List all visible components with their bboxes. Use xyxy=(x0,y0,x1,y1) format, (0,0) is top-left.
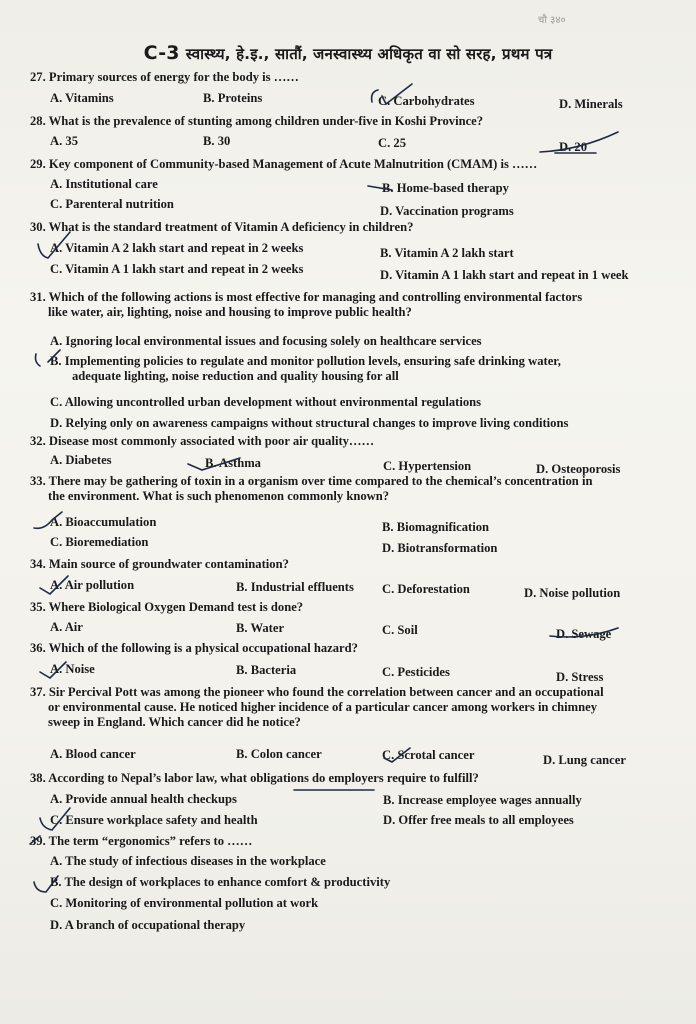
option-38-a: A. Provide annual health checkups xyxy=(50,792,237,806)
question-text: Where Biological Oxygen Demand test is done? xyxy=(48,600,304,614)
option-34-d: D. Noise pollution xyxy=(524,586,621,600)
option-37-c: C. Scrotal cancer xyxy=(382,748,475,762)
option-31-a: A. Ignoring local environmental issues and focusing solely on healthcare services xyxy=(50,334,482,348)
option-30-b: B. Vitamin A 2 lakh start xyxy=(380,246,514,260)
question-text: Sir Percival Pott was among the pioneer who found the correlation between cancer and an occupational xyxy=(48,685,604,699)
option-35-b: B. Water xyxy=(236,621,285,635)
question-38: 38. According to Nepal’s labor law, what obligations do employers require to fulfill? xyxy=(30,771,479,785)
option-30-c: C. Vitamin A 1 lakh start and repeat in 2 weeks xyxy=(50,262,304,276)
option-39-a: A. The study of infectious diseases in the workplace xyxy=(50,854,326,868)
question-text-cont: like water, air, lighting, noise and housing to improve public health? xyxy=(48,305,412,320)
question-37: 37. Sir Percival Pott was among the pioneer who found the correlation between cancer and an occupational or environmental cause. He noticed higher incidence of a particular cancer among workers in chimney sweep in England. Which cancer did he notice? xyxy=(30,685,640,731)
option-37-d: D. Lung cancer xyxy=(543,753,626,767)
option-27-b: B. Proteins xyxy=(203,91,263,105)
option-37-a: A. Blood cancer xyxy=(50,747,136,761)
question-text: Which of the following is a physical occupational hazard? xyxy=(48,641,358,655)
option-33-b: B. Biomagnification xyxy=(382,520,490,534)
option-28-d: D. 20 xyxy=(559,140,587,154)
option-29-d: D. Vaccination programs xyxy=(380,204,514,218)
option-31-c: C. Allowing uncontrolled urban development without environmental regulations xyxy=(50,395,482,409)
option-34-a: A. Air pollution xyxy=(50,578,135,592)
question-text: Key component of Community-based Management of Acute Malnutrition (CMAM) is …… xyxy=(48,157,538,171)
option-31-d: D. Relying only on awareness campaigns without structural changes to improve living conditions xyxy=(50,416,569,430)
paper-title: स्वास्थ्य, हे.इ., सातौं, जनस्वास्थ्य अधिकृत वा सो सरह, प्रथम पत्र xyxy=(185,45,553,63)
option-32-c: C. Hypertension xyxy=(383,459,472,473)
question-36: 36. Which of the following is a physical occupational hazard? xyxy=(30,641,358,655)
option-33-d: D. Biotransformation xyxy=(382,541,498,555)
option-27-c: C. Carbohydrates xyxy=(378,94,475,108)
option-30-a: A. Vitamin A 2 lakh start and repeat in 2 weeks xyxy=(50,241,304,255)
option-32-d: D. Osteoporosis xyxy=(536,462,621,476)
question-text-cont: the environment. What is such phenomenon commonly known? xyxy=(48,489,390,504)
option-34-c: C. Deforestation xyxy=(382,582,470,596)
option-27-d: D. Minerals xyxy=(559,97,623,111)
option-28-a: A. 35 xyxy=(50,134,78,148)
option-29-a: A. Institutional care xyxy=(50,177,158,191)
option-34-b: B. Industrial effluents xyxy=(236,580,354,594)
option-27-a: A. Vitamins xyxy=(50,91,114,105)
question-text: What is the prevalence of stunting among children under-five in Koshi Province? xyxy=(48,114,484,128)
question-text: According to Nepal’s labor law, what obligations do employers require to fulfill? xyxy=(48,771,479,785)
option-38-d: D. Offer free meals to all employees xyxy=(383,813,574,827)
question-text: Disease most commonly associated with poor air quality…… xyxy=(48,434,375,448)
question-28: 28. What is the prevalence of stunting among children under-five in Koshi Province? xyxy=(30,114,484,128)
option-35-d: D. Sewage xyxy=(556,627,612,641)
option-36-a: A. Noise xyxy=(50,662,95,676)
question-30: 30. What is the standard treatment of Vitamin A deficiency in children? xyxy=(30,220,414,234)
option-29-b: B. Home-based therapy xyxy=(382,181,509,195)
option-30-d: D. Vitamin A 1 lakh start and repeat in 1 week xyxy=(380,268,629,282)
question-text: Main source of groundwater contamination? xyxy=(48,557,289,571)
question-31: 31. Which of the following actions is most effective for managing and controlling environmental factors like water, air, lighting, noise and housing to improve public health? xyxy=(30,290,640,320)
option-32-b: B. Asthma xyxy=(205,456,261,470)
option-33-c: C. Bioremediation xyxy=(50,535,149,549)
option-29-c: C. Parenteral nutrition xyxy=(50,197,174,211)
option-28-b: B. 30 xyxy=(203,134,231,148)
question-39: 39. The term “ergonomics” refers to …… xyxy=(30,834,253,848)
question-text: What is the standard treatment of Vitamin A deficiency in children? xyxy=(48,220,414,234)
corner-note: चौ ३४० xyxy=(538,15,566,26)
question-text-cont: sweep in England. Which cancer did he notice? xyxy=(48,715,301,730)
question-text: The term “ergonomics” refers to …… xyxy=(48,834,253,848)
option-36-d: D. Stress xyxy=(556,670,604,684)
question-text: Which of the following actions is most effective for managing and controlling environmental factors xyxy=(48,290,583,304)
question-text: Primary sources of energy for the body is …… xyxy=(48,70,299,84)
question-27: 27. Primary sources of energy for the body is …… xyxy=(30,70,299,84)
question-text: There may be gathering of toxin in a organism over time compared to the chemical’s concentration in xyxy=(48,474,593,488)
question-text-cont: or environmental cause. He noticed higher incidence of a particular cancer among workers in chimney xyxy=(48,700,598,715)
option-36-b: B. Bacteria xyxy=(236,663,297,677)
question-35: 35. Where Biological Oxygen Demand test is done? xyxy=(30,600,304,614)
option-33-a: A. Bioaccumulation xyxy=(50,515,157,529)
option-31-b: B. Implementing policies to regulate and monitor pollution levels, ensuring safe drinking water, adequate lighting, noise reduction and quality housing for all xyxy=(50,354,561,384)
option-39-d: D. A branch of occupational therapy xyxy=(50,918,246,932)
option-37-b: B. Colon cancer xyxy=(236,747,322,761)
option-39-b: B. The design of workplaces to enhance comfort & productivity xyxy=(50,875,391,889)
question-29: 29. Key component of Community-based Management of Acute Malnutrition (CMAM) is …… xyxy=(30,157,538,171)
option-28-c: C. 25 xyxy=(378,136,406,150)
option-36-c: C. Pesticides xyxy=(382,665,450,679)
option-38-c: C. Ensure workplace safety and health xyxy=(50,813,258,827)
question-33: 33. There may be gathering of toxin in a organism over time compared to the chemical’s concentration in the environment. What is such phenomenon commonly known? xyxy=(30,474,640,504)
option-35-c: C. Soil xyxy=(382,623,418,637)
page-header xyxy=(0,42,696,64)
question-34: 34. Main source of groundwater contamination? xyxy=(30,557,289,571)
question-32: 32. Disease most commonly associated with poor air quality…… xyxy=(30,434,375,448)
paper-code: C-3 xyxy=(143,42,180,64)
option-35-a: A. Air xyxy=(50,620,83,634)
option-32-a: A. Diabetes xyxy=(50,453,112,467)
option-38-b: B. Increase employee wages annually xyxy=(383,793,582,807)
option-39-c: C. Monitoring of environmental pollution at work xyxy=(50,896,319,910)
